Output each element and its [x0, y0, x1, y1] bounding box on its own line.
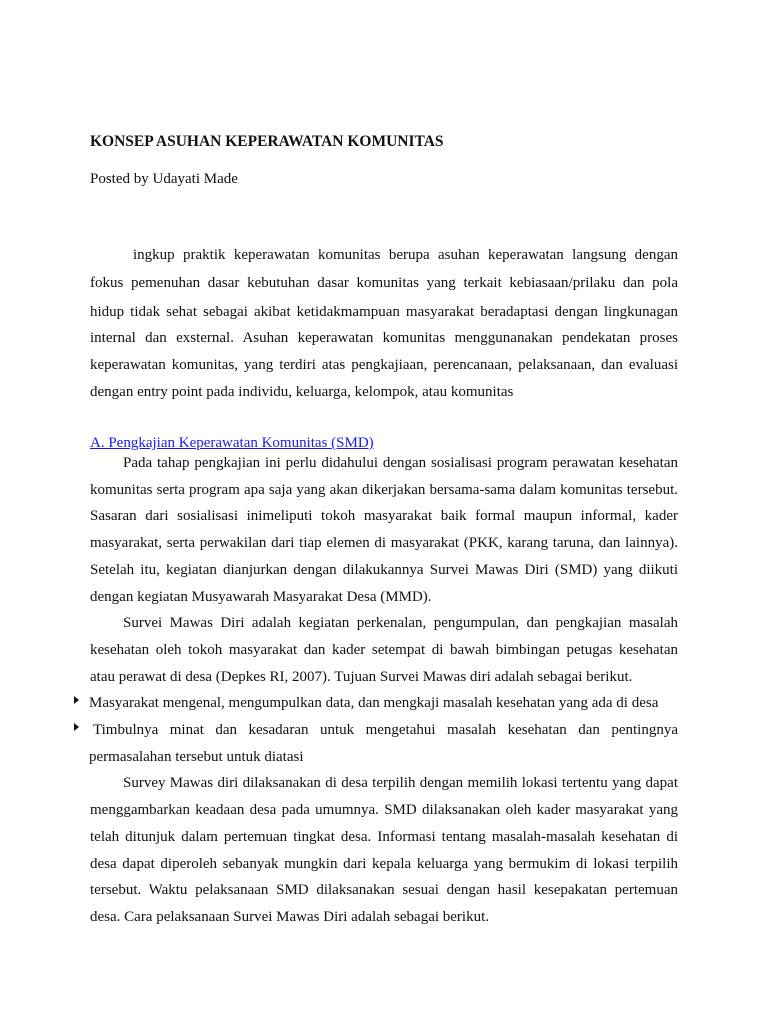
- paragraph-line: telah ditunjuk dalam pertemuan tingkat desa. Informasi tentang masalah-masalah kesehatan di: [90, 828, 678, 845]
- bullet-item-line: Timbulnya minat dan kesadaran untuk mengetahui masalah kesehatan dan pentingnya: [93, 722, 678, 738]
- paragraph-line: komunitas serta program apa saja yang akan dikerjakan bersama-sama dalam komunitas tersebut.: [90, 481, 678, 498]
- bullet-arrow-icon: [74, 723, 79, 731]
- paragraph-line: menggambarkan keadaan desa pada umumnya. SMD dilaksanakan oleh kader masyarakat yang: [90, 802, 678, 819]
- bullet-item-line: Masyarakat mengenal, mengumpulkan data, dan mengkaji masalah kesehatan yang ada di desa: [89, 695, 659, 712]
- paragraph-line: Sasaran dari sosialisasi inimeliputi tokoh masyarakat baik formal maupun informal, kader: [90, 508, 678, 525]
- paragraph-line: Survei Mawas Diri adalah kegiatan perkenalan, pengumpulan, dan pengkajian masalah: [123, 615, 678, 632]
- paragraph-line: atau perawat di desa (Depkes RI, 2007). Tujuan Survei Mawas diri adalah sebagai berikut.: [90, 668, 633, 685]
- paragraph-line: tersebut. Waktu pelaksanaan SMD dilaksanakan sesuai dengan hasil kesepakatan pertemuan: [90, 882, 678, 899]
- intro-line: dengan entry point pada individu, keluarga, kelompok, atau komunitas: [90, 384, 514, 400]
- intro-line: ingkup praktik keperawatan komunitas berupa asuhan keperawatan langsung dengan: [133, 247, 678, 263]
- bullet-arrow-icon: [74, 696, 79, 704]
- paragraph-line: kesehatan oleh tokoh masyarakat dan kader setempat di bawah bimbingan petugas kesehatan: [90, 641, 678, 658]
- section-a-heading-link[interactable]: A. Pengkajian Keperawatan Komunitas (SMD): [90, 435, 374, 451]
- intro-line: fokus pemenuhan dasar kebutuhan dasar komunitas yang terkait kebiasaan/prilaku dan pola: [90, 275, 678, 291]
- paragraph-line: Survey Mawas diri dilaksanakan di desa terpilih dengan memilih lokasi tertentu yang dapat: [123, 775, 678, 792]
- intro-line: hidup tidak sehat sebagai akibat ketidakmampuan masyarakat beradaptasi dengan lingkunagan: [90, 304, 678, 320]
- paragraph-line: desa dapat diperoleh sebanyak mungkin dari kepala keluarga yang bermukim di lokasi terpilih: [90, 855, 678, 872]
- posted-by: Posted by Udayati Made: [90, 171, 238, 187]
- intro-line: keperawatan komunitas, yang terdiri atas pengkajiaan, perencanaan, pelaksanaan, dan evaluasi: [90, 357, 678, 373]
- intro-line: internal dan exsternal. Asuhan keperawatan komunitas menggunanakan pendekatan proses: [90, 330, 678, 346]
- paragraph-line: Pada tahap pengkajian ini perlu didahului dengan sosialisasi program perawatan kesehatan: [123, 455, 678, 471]
- paragraph-line: desa. Cara pelaksanaan Survei Mawas Diri adalah sebagai berikut.: [90, 908, 490, 925]
- paragraph-line: Setelah itu, kegiatan dianjurkan dengan dilakukannya Survei Mawas Diri (SMD) yang diikuti: [90, 561, 678, 578]
- bullet-item-line: permasalahan tersebut untuk diatasi: [89, 748, 304, 765]
- paragraph-line: masyarakat, serta perwakilan dari tiap elemen di masyarakat (PKK, karang taruna, dan lainnya).: [90, 535, 678, 552]
- paragraph-line: dengan kegiatan Musyawarah Masyarakat Desa (MMD).: [90, 588, 432, 605]
- document-title: KONSEP ASUHAN KEPERAWATAN KOMUNITAS: [90, 133, 444, 150]
